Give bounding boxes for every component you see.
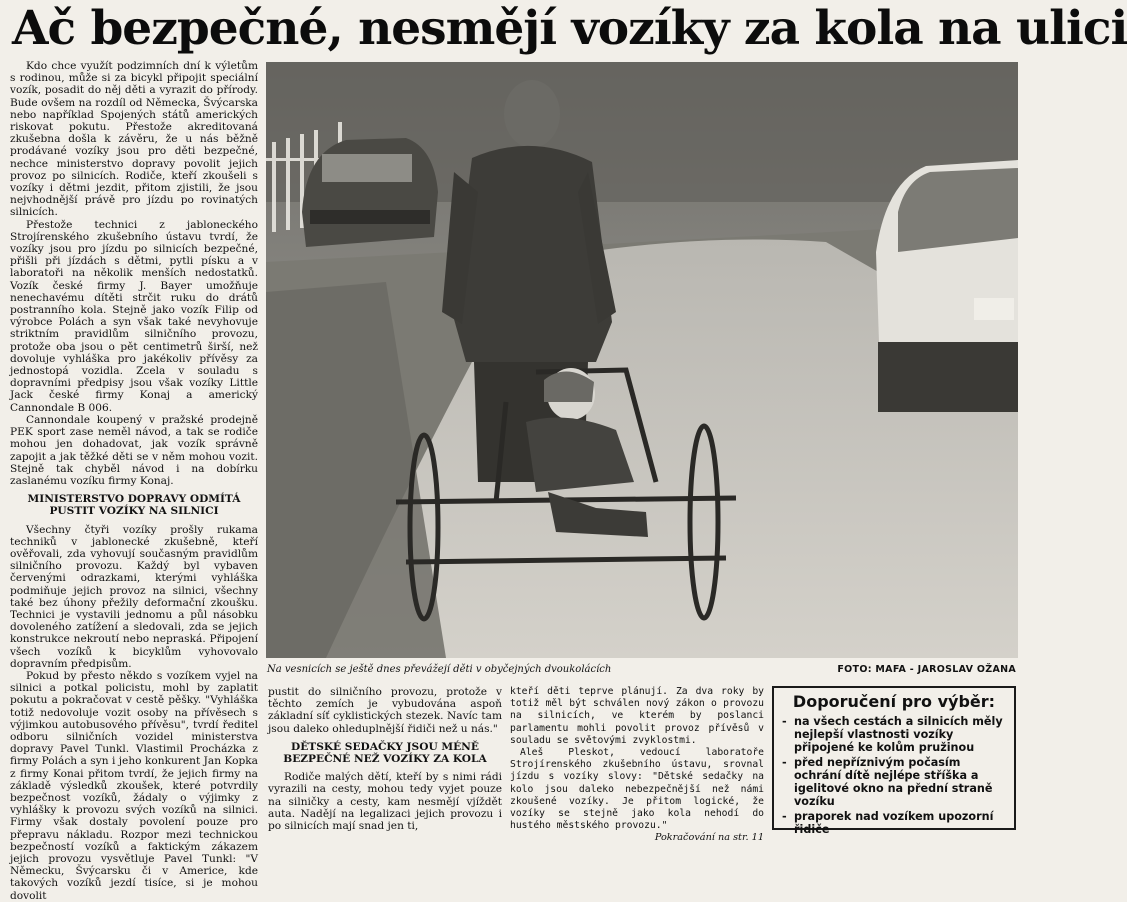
paragraph: Všechny čtyři vozíky prošly rukama techniků v jablonecké zkušebně, kteří ověřovali, zda vyhovují současným pravidlům silničního provozu. Každý byl vybaven červenými odrazkami, kterými vyhláška podmiňuje jejich provoz na silnici, všechny také bez úhony přežily deformační zkoušku. Technici je vystavili jednomu a půl násobku dovoleného zatížení a sledovali, zda se jejich konstrukce nekroutí nebo nepraská. Připojení všech vozíků k bicyklům vyhovovalo dopravním předpisům. xyxy=(10,523,258,670)
paragraph: Aleš Pleskot, vedoucí laboratoře Strojírenského zkušebního ústavu, srovnal jízdu s vozíky slovy: "Dětské sedačky na kolo jsou daleko nebezpečnější než námi zkoušené vozíky. Je přitom logické, že vozíky se stejně jako kola nehodí do hustého městského provozu." xyxy=(510,747,764,832)
list-item: - na všech cestách a silnicích měly nejlepší vlastnosti vozíky připojené ke kolům pružinou xyxy=(782,715,1006,754)
paragraph: Pokud by přesto někdo s vozíkem vyjel na silnici a potkal policistu, mohl by zaplatit pokutu a pokračovat v cestě pěšky. "Vyhláška totiž nedovoluje vozit osoby na přívěsech s výjimkou autobusového přívěsu", tvrdí ředitel odboru silničních vozidel ministerstva dopravy Pavel Tunkl. Vlastimil Procházka z firmy Polách a syn i jeho konkurent Jan Kopka z firmy Konai přitom tvrdí, že jejich firmy na základě výsledků zkoušek, které potvrdily bezpečnost vozíků, žádaly o výjimky z vyhlášky k provozu svých vozíků na silnici. Firmy však dostaly povolení pouze pro přepravu nákladu. Rozpor mezi technickou bezpečností vozíků a faktickým zákazem jejich provozu vysvětluje Pavel Tunkl: "V Německu, Švýcarsku či v Americe, kde takových vozíků jezdí tisíce, si je mohou dovolit xyxy=(10,669,258,902)
recommendation-title: Doporučení pro výběr: xyxy=(792,692,996,711)
photo-caption: Na vesnicích se ještě dnes převážejí děti v obyčejných dvoukolácích xyxy=(267,664,612,675)
article-column-3 xyxy=(510,686,764,844)
parked-car-right xyxy=(876,160,1018,412)
photo-credit: FOTO: MAFA - JAROSLAV OŽANA xyxy=(837,664,1016,675)
list-item: - praporek nad vozíkem upozorní řidiče xyxy=(782,810,1006,836)
recommendation-list xyxy=(782,715,1006,836)
paragraph: Přestože technici z jabloneckého Strojírenského zkušebního ústavu tvrdí, že vozíky jsou pro jízdu po silnicích bezpečné, přišli při jízdách s dětmi, pytli písku a v laboratoři na několik menších nedostatků. Vozík české firmy J. Bayer umožňuje nenechavému dítěti strčit ruku do drátů postranního kola. Stejně jako vozík Filip od výrobce Polách a syn však také nevyhovuje striktním pravidlům silničního provozu, protože oba jsou o pět centimetrů širší, než dovoluje vyhláška pro jakékoliv přívěsy za jednostopá vozidla. Zcela v souladu s dopravními předpisy jsou však vozíky Little Jack české firmy Konaj a americký Cannondale B 006. xyxy=(10,218,258,414)
parked-car-left xyxy=(302,138,438,247)
continued-note: Pokračování na str. 11 xyxy=(654,832,764,844)
subheading: DĚTSKÉ SEDAČKY JSOU MÉNĚ BEZPEČNÉ NEŽ VOZÍKY ZA KOLA xyxy=(283,740,487,766)
subheading: MINISTERSTVO DOPRAVY ODMÍTÁ PUSTIT VOZÍKY NA SILNICI xyxy=(27,493,241,518)
headline: Ač bezpečné, nesmějí vozíky za kola na ulici xyxy=(12,1,1127,56)
news-photo xyxy=(266,62,1018,658)
article-column-2 xyxy=(268,686,502,836)
paragraph: kteří děti teprve plánují. Za dva roky by totiž měl být schválen nový zákon o provozu na silnicích, ve kterém by poslanci parlamentu mohli povolit provoz přívěsů v souladu se světovými zvyklostmi. xyxy=(510,686,764,746)
article-column-1 xyxy=(10,60,258,902)
paragraph: pustit do silničního provozu, protože v těchto zemích je vybudována aspoň základní síť cyklistických stezek. Navíc tam jsou daleko ohleduplnější řidiči než u nás." xyxy=(268,686,502,735)
paragraph: Cannondale koupený v pražské prodejně PEK sport zase neměl návod, a tak se rodiče mohou jen dohadovat, jak vozík správně zapojit a jak těžké děti se v něm mohou vozit. Stejně tak chyběl návod i na dobírku zaslanému vozíku firmy Konaj. xyxy=(10,413,258,487)
list-item: - před nepříznivým počasím ochrání dítě nejlépe stříška a igelitové okno na přední straně vozíku xyxy=(782,756,1006,808)
paragraph: Kdo chce využít podzimních dní k výletům s rodinou, může si za bicykl připojit speciální vozík, posadit do něj děti a vyrazit do přírody. Bude ovšem na rozdíl od Německa, Švýcarska nebo například Spojených států amerických riskovat pokutu. Přestože akreditovaná zkušebna došla k závěru, že u nás běžně prodávané vozíky jsou pro děti bezpečné, nechce ministerstvo dopravy povolit jejich provoz po silnicích. Rodiče, kteří zkoušeli s vozíky i dětmi jezdit, přitom zjistili, že jsou nejvhodnější právě pro jízdu po rovinatých silnicích. xyxy=(10,60,258,219)
recommendation-box xyxy=(772,686,1016,836)
paragraph: Rodiče malých dětí, kteří by s nimi rádi vyrazili na cesty, mohou tedy vyjet pouze na silničky a cesty, kam nesmějí vjíždět auta. Nadějí na legalizaci jejich provozu i po silnicích mají snad jen ti, xyxy=(268,771,502,833)
